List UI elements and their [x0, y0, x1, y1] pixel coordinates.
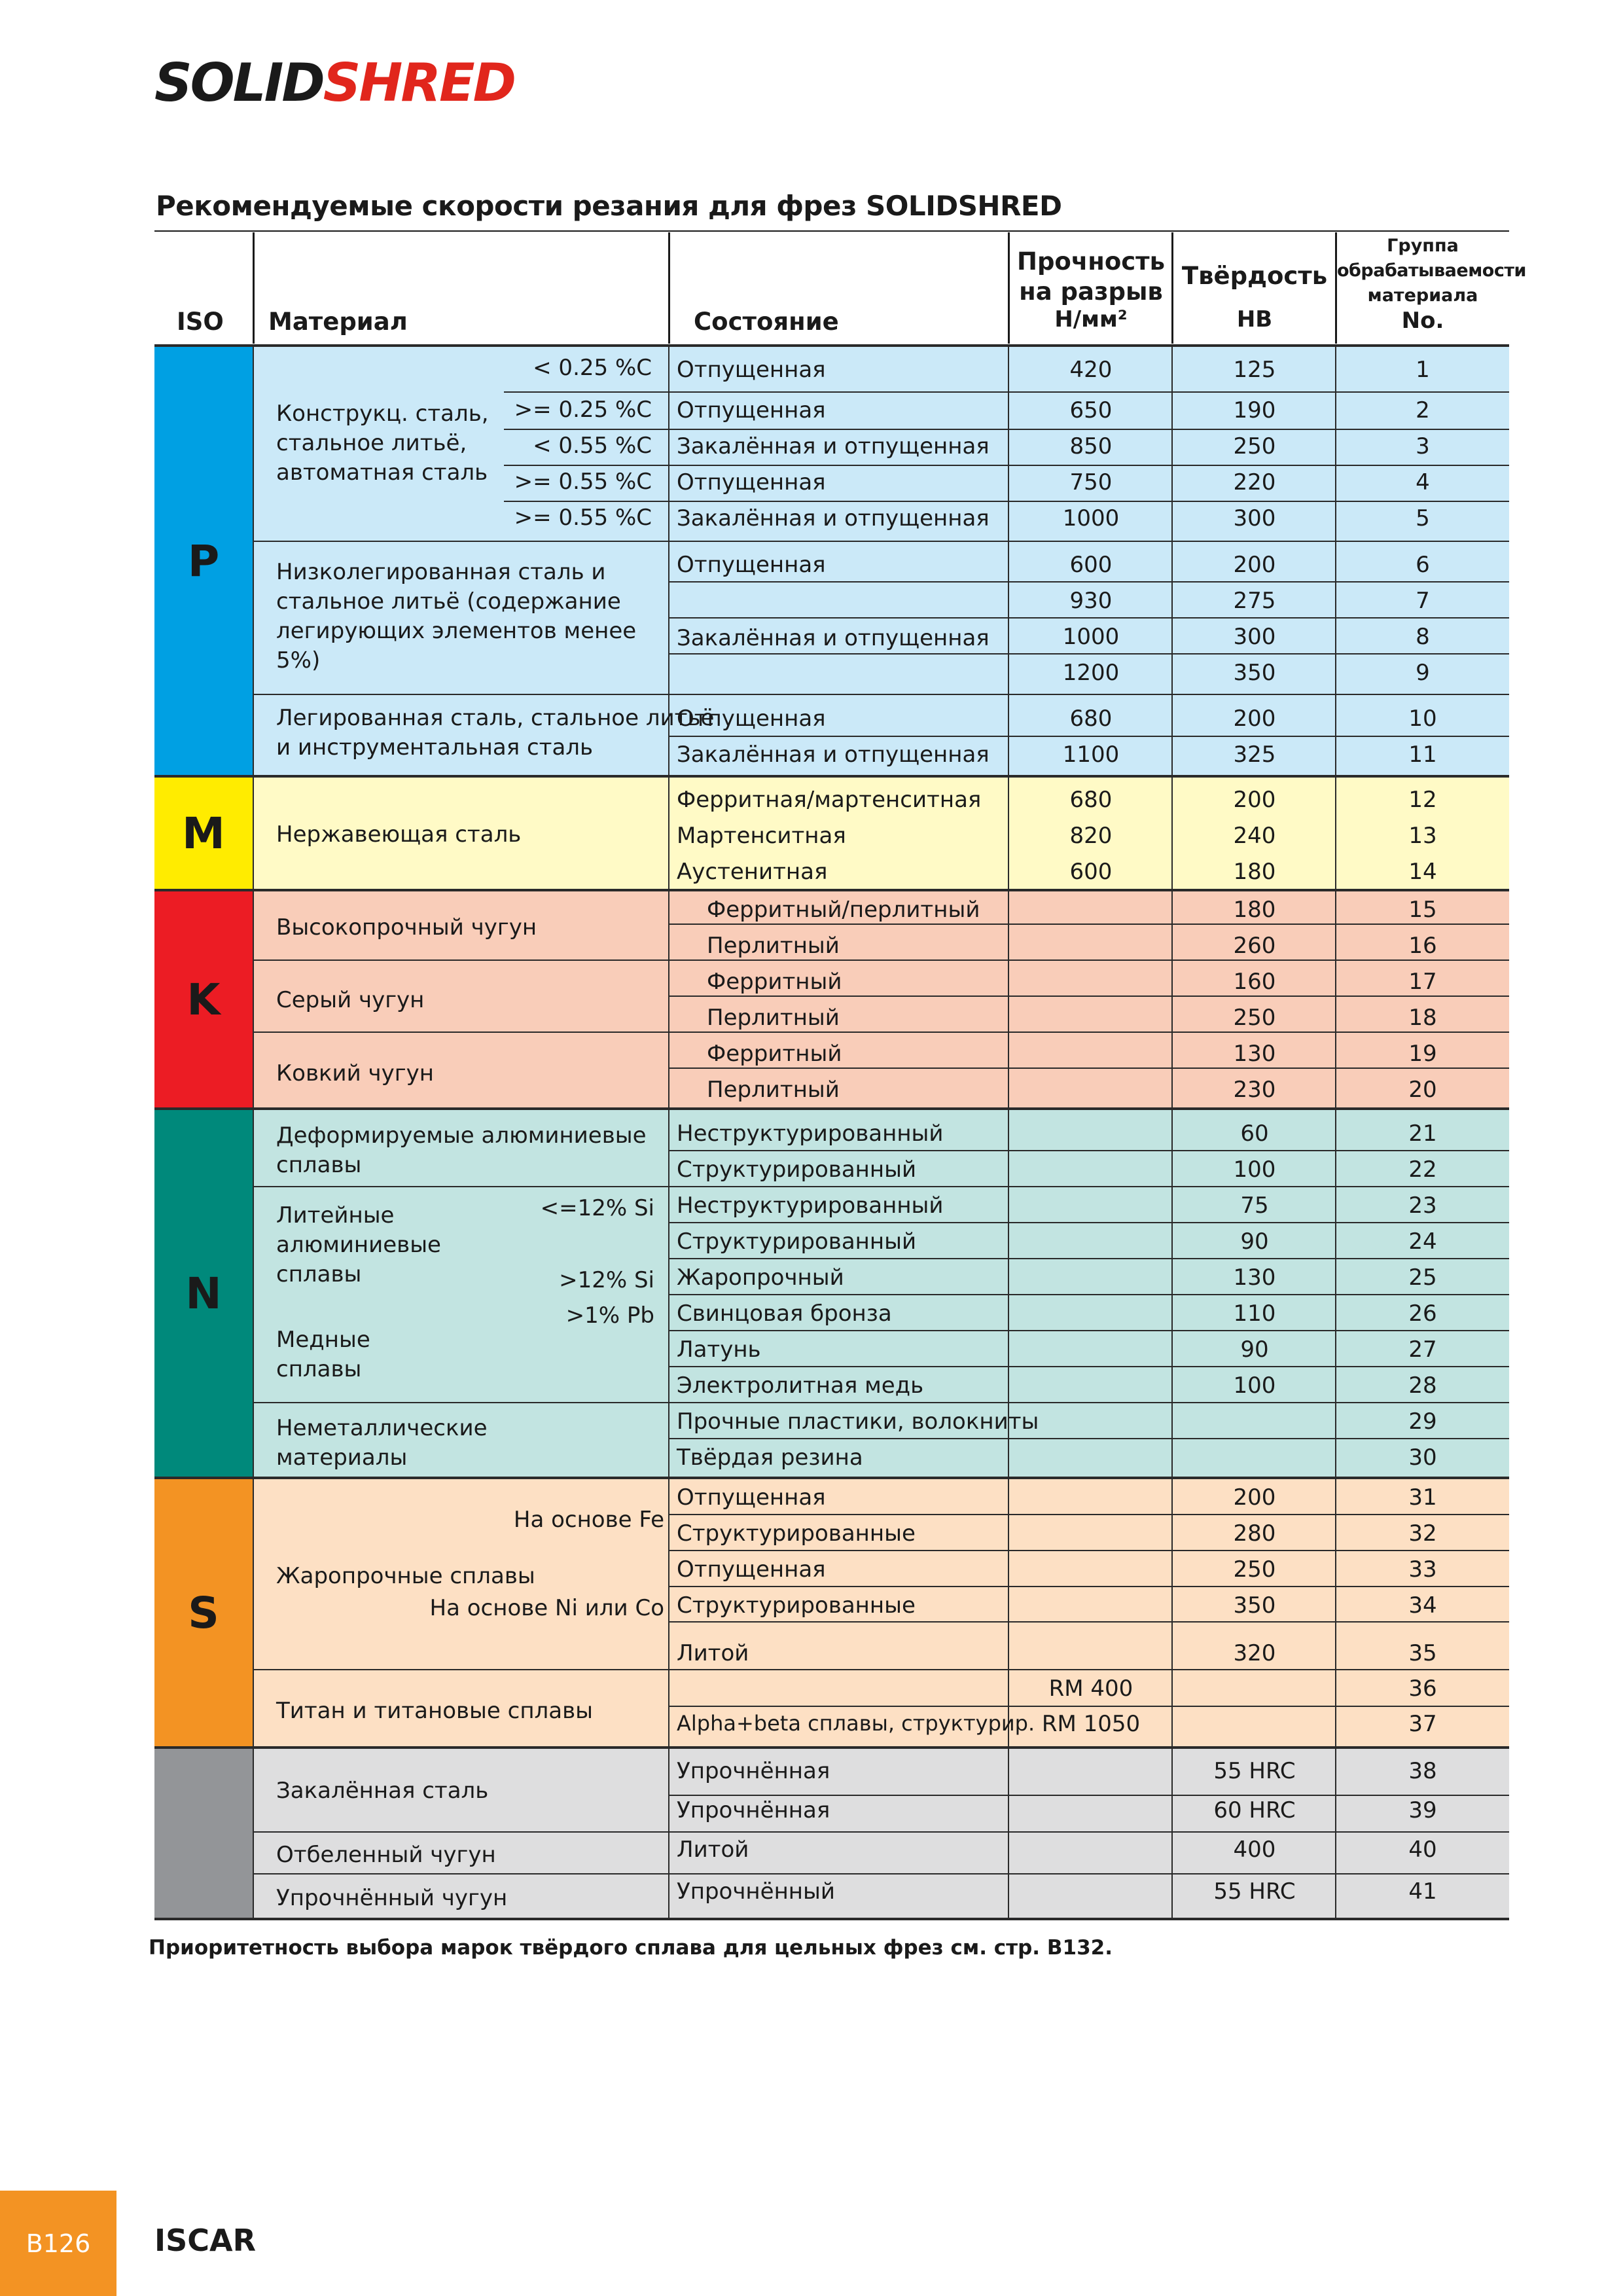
header-strength-unit: Н/мм² — [1054, 306, 1128, 332]
iso-letter-k: K — [154, 890, 253, 1109]
row-group-no: 32 — [1408, 1520, 1437, 1547]
row-hardness: 325 — [1233, 742, 1276, 768]
row-state: Упрочнённый — [677, 1878, 835, 1905]
row-hardness: 220 — [1233, 469, 1276, 495]
row-rule — [669, 1222, 1509, 1223]
section-rule — [253, 694, 1509, 695]
row-group-no: 25 — [1408, 1265, 1437, 1291]
row-state: Перлитный — [707, 1077, 840, 1103]
brand-name: ISCAR — [154, 2223, 257, 2258]
row-rule — [669, 653, 1509, 655]
row-group-no: 37 — [1408, 1711, 1437, 1737]
row-state: Структурированный — [677, 1229, 917, 1255]
row-strength: 820 — [1069, 823, 1113, 849]
row-state: Структурированные — [677, 1592, 916, 1619]
row-hardness: 90 — [1240, 1336, 1269, 1363]
row-group-no: 12 — [1408, 787, 1437, 813]
row-hardness: 250 — [1233, 1005, 1276, 1031]
row-rule — [669, 1366, 1509, 1367]
row-state: Неструктурированный — [677, 1193, 944, 1219]
group-separator — [154, 344, 1509, 347]
row-state: Электролитная медь — [677, 1372, 924, 1399]
material-hardened-cast-iron: Упрочнённый чугун — [276, 1885, 508, 1911]
row-strength: 850 — [1069, 433, 1113, 459]
header-hardness-unit: HB — [1236, 306, 1273, 332]
row-group-no: 23 — [1408, 1193, 1437, 1219]
sub-rule — [504, 501, 669, 502]
row-state: Alpha+beta сплавы, структурир. — [677, 1711, 1035, 1736]
row-state: Перлитный — [707, 933, 840, 959]
row-group-no: 39 — [1408, 1797, 1437, 1823]
row-state: Отпущенная — [677, 397, 826, 423]
row-state: Литой — [677, 1640, 749, 1666]
row-rule — [669, 617, 1509, 619]
row-group-no: 11 — [1408, 742, 1437, 768]
material-copper-alloys: Медные сплавы — [276, 1327, 370, 1382]
row-strength: 930 — [1069, 588, 1113, 614]
material-gray-iron: Серый чугун — [276, 987, 425, 1013]
row-rule — [669, 465, 1509, 466]
row-rule — [669, 1795, 1509, 1796]
material-hardened-steel: Закалённая сталь — [276, 1778, 489, 1804]
row-state: Закалённая и отпущенная — [677, 505, 990, 531]
section-rule — [253, 1402, 1509, 1403]
header-group-line3: материала — [1367, 285, 1478, 306]
material-non-metallic: Неметаллические материалы — [276, 1415, 488, 1471]
row-state: Отпущенная — [677, 552, 826, 578]
row-hardness: 200 — [1233, 787, 1276, 813]
row-hardness: 300 — [1233, 505, 1276, 531]
row-state: Аустенитная — [677, 859, 828, 885]
row-group-no: 9 — [1416, 660, 1430, 686]
sub-rule — [504, 429, 669, 430]
material-wrought-aluminium: Деформируемые алюминиевые сплавы — [276, 1122, 647, 1178]
row-strength: 680 — [1069, 787, 1113, 813]
row-state: Упрочнённая — [677, 1797, 830, 1823]
group-separator — [154, 1746, 1509, 1749]
row-group-no: 24 — [1408, 1229, 1437, 1255]
iron-based: На основе Fe — [513, 1507, 664, 1533]
row-group-no: 35 — [1408, 1640, 1437, 1666]
row-rule — [669, 1586, 1509, 1587]
row-group-no: 30 — [1408, 1444, 1437, 1471]
row-strength: 650 — [1069, 397, 1113, 423]
row-group-no: 18 — [1408, 1005, 1437, 1031]
row-group-no: 5 — [1416, 505, 1430, 531]
header-divider — [668, 232, 670, 344]
row-hardness: 180 — [1233, 897, 1276, 923]
row-hardness: 90 — [1240, 1229, 1269, 1255]
row-hardness: 60 HRC — [1213, 1797, 1296, 1823]
row-hardness: 350 — [1233, 1592, 1276, 1619]
row-group-no: 8 — [1416, 624, 1430, 650]
row-hardness: 250 — [1233, 433, 1276, 459]
row-group-no: 28 — [1408, 1372, 1437, 1399]
iso-letter-h — [154, 1748, 253, 1919]
header-state: Состояние — [694, 308, 839, 336]
lead-gt-1: >1% Pb — [565, 1302, 654, 1329]
row-group-no: 4 — [1416, 469, 1430, 495]
material-structural-steel: Конструкц. сталь, стальное литьё, автоматная сталь — [276, 401, 489, 486]
row-state: Ферритный — [707, 969, 842, 995]
row-group-no: 22 — [1408, 1157, 1437, 1183]
row-rule — [669, 1330, 1509, 1331]
row-state: Упрочнённая — [677, 1758, 830, 1784]
row-hardness: 250 — [1233, 1556, 1276, 1583]
carbon-ge-025: >= 0.25 %C — [514, 397, 652, 423]
carbon-ge-055-b: >= 0.55 %C — [514, 505, 652, 531]
row-hardness: 275 — [1233, 588, 1276, 614]
row-group-no: 10 — [1408, 706, 1437, 732]
row-rule — [669, 1438, 1509, 1439]
row-group-no: 7 — [1416, 588, 1430, 614]
row-rule — [669, 736, 1509, 737]
row-hardness: 350 — [1233, 660, 1276, 686]
group-separator — [154, 1477, 1509, 1479]
row-group-no: 21 — [1408, 1121, 1437, 1147]
section-rule — [253, 1669, 1509, 1670]
row-strength: 1000 — [1062, 624, 1120, 650]
row-rule — [669, 1258, 1509, 1259]
row-hardness: 190 — [1233, 397, 1276, 423]
row-rule — [669, 1706, 1509, 1707]
carbon-ge-055-a: >= 0.55 %C — [514, 469, 652, 495]
row-state: Свинцовая бронза — [677, 1300, 892, 1327]
row-hardness: 55 HRC — [1213, 1758, 1296, 1784]
row-hardness: 55 HRC — [1213, 1878, 1296, 1905]
footnote: Приоритетность выбора марок твёрдого сплава для цельных фрез см. стр. B132. — [149, 1936, 1113, 1960]
header-group-line2: обрабатываемости — [1337, 260, 1526, 281]
row-hardness: 200 — [1233, 552, 1276, 578]
row-hardness: 130 — [1233, 1041, 1276, 1067]
iso-letter-p: P — [154, 346, 253, 776]
row-state: Структурированные — [677, 1520, 916, 1547]
row-state: Ферритный — [707, 1041, 842, 1067]
row-group-no: 14 — [1408, 859, 1437, 885]
row-rule — [669, 1294, 1509, 1295]
section-rule — [253, 1873, 1509, 1874]
row-state: Структурированный — [677, 1157, 917, 1183]
row-state: Неструктурированный — [677, 1121, 944, 1147]
material-low-alloy-steel: Низколегированная сталь и стальное литьё (содержание легирующих элементов менее 5%) — [276, 559, 637, 673]
row-state: Отпущенная — [677, 706, 826, 732]
row-state: Перлитный — [707, 1005, 840, 1031]
section-rule — [253, 960, 1509, 961]
row-hardness: 400 — [1233, 1837, 1276, 1863]
row-hardness: 320 — [1233, 1640, 1276, 1666]
row-state: Закалённая и отпущенная — [677, 625, 990, 651]
header-iso: ISO — [177, 308, 224, 336]
row-rule — [669, 1621, 1509, 1623]
silicon-gt-12: >12% Si — [559, 1267, 654, 1293]
row-group-no: 19 — [1408, 1041, 1437, 1067]
row-group-no: 15 — [1408, 897, 1437, 923]
row-strength: RM 400 — [1048, 1676, 1133, 1702]
header-group-line1: Группа — [1387, 236, 1459, 256]
row-group-no: 20 — [1408, 1077, 1437, 1103]
row-hardness: 260 — [1233, 933, 1276, 959]
row-state: Отпущенная — [677, 1484, 826, 1511]
header-top-rule — [154, 230, 1509, 232]
row-hardness: 200 — [1233, 1484, 1276, 1511]
silicon-le-12: <=12% Si — [540, 1195, 654, 1221]
row-group-no: 31 — [1408, 1484, 1437, 1511]
row-group-no: 27 — [1408, 1336, 1437, 1363]
row-group-no: 40 — [1408, 1837, 1437, 1863]
row-group-no: 13 — [1408, 823, 1437, 849]
logo-part-solid: SOLID — [154, 52, 323, 113]
row-rule — [669, 1550, 1509, 1551]
row-group-no: 6 — [1416, 552, 1430, 578]
row-group-no: 29 — [1408, 1408, 1437, 1435]
row-group-no: 26 — [1408, 1300, 1437, 1327]
iso-letter-m: M — [154, 776, 253, 890]
group-separator — [154, 889, 1509, 891]
group-separator — [154, 775, 1509, 778]
page-number: B126 — [0, 2191, 116, 2296]
material-chilled-cast-iron: Отбеленный чугун — [276, 1842, 496, 1868]
carbon-lt-055: < 0.55 %C — [533, 433, 652, 459]
column-rule — [253, 346, 254, 1919]
material-cast-aluminium: Литейные алюминиевые сплавы — [276, 1202, 441, 1287]
table-bottom-rule — [154, 1918, 1509, 1920]
row-strength: 1000 — [1062, 505, 1120, 531]
row-rule — [669, 1067, 1509, 1069]
row-state: Отпущенная — [677, 1556, 826, 1583]
material-ductile-iron: Высокопрочный чугун — [276, 914, 537, 941]
material-alloy-tool-steel: Легированная сталь, стальное литьё и инструментальная сталь — [276, 705, 715, 761]
row-rule — [669, 924, 1509, 925]
solidshred-logo — [154, 52, 514, 113]
row-hardness: 240 — [1233, 823, 1276, 849]
header-strength-line2: на разрыв — [1019, 278, 1163, 306]
row-state: Мартенситная — [677, 823, 846, 849]
logo-part-shred: SHRED — [323, 52, 515, 113]
row-strength: 600 — [1069, 859, 1113, 885]
row-state: Латунь — [677, 1336, 761, 1363]
row-strength: 750 — [1069, 469, 1113, 495]
row-state: Отпущенная — [677, 469, 826, 495]
row-strength: 680 — [1069, 706, 1113, 732]
row-group-no: 2 — [1416, 397, 1430, 423]
section-rule — [253, 541, 1509, 542]
row-hardness: 300 — [1233, 624, 1276, 650]
row-group-no: 36 — [1408, 1676, 1437, 1702]
carbon-lt-025: < 0.25 %C — [533, 355, 652, 381]
row-state: Отпущенная — [677, 357, 826, 383]
row-hardness: 75 — [1240, 1193, 1269, 1219]
row-group-no: 38 — [1408, 1758, 1437, 1784]
row-rule — [669, 429, 1509, 430]
row-group-no: 17 — [1408, 969, 1437, 995]
row-rule — [669, 501, 1509, 502]
header-divider — [253, 232, 255, 344]
iso-letter-n: N — [154, 1109, 253, 1478]
row-hardness: 230 — [1233, 1077, 1276, 1103]
row-strength: 420 — [1069, 357, 1113, 383]
header-strength-line1: Прочность — [1016, 247, 1166, 276]
row-strength: 1100 — [1062, 742, 1120, 768]
section-rule — [253, 1186, 1509, 1187]
row-hardness: 60 — [1240, 1121, 1269, 1147]
header-material: Материал — [268, 308, 408, 336]
row-rule — [669, 1514, 1509, 1515]
row-hardness: 280 — [1233, 1520, 1276, 1547]
row-rule — [669, 581, 1509, 583]
row-rule — [669, 996, 1509, 997]
row-hardness: 100 — [1233, 1157, 1276, 1183]
row-rule — [669, 1150, 1509, 1151]
row-hardness: 130 — [1233, 1265, 1276, 1291]
iso-letter-s: S — [154, 1478, 253, 1748]
row-hardness: 100 — [1233, 1372, 1276, 1399]
row-state: Закалённая и отпущенная — [677, 742, 990, 768]
row-group-no: 41 — [1408, 1878, 1437, 1905]
row-state: Закалённая и отпущенная — [677, 433, 990, 459]
section-rule — [253, 1031, 1509, 1033]
row-hardness: 180 — [1233, 859, 1276, 885]
group-separator — [154, 1107, 1509, 1110]
row-strength: 1200 — [1062, 660, 1120, 686]
row-group-no: 33 — [1408, 1556, 1437, 1583]
row-rule — [669, 391, 1509, 393]
row-state: Литой — [677, 1837, 749, 1863]
row-state: Жаропрочный — [677, 1265, 844, 1291]
material-titanium-alloys: Титан и титановые сплавы — [276, 1698, 594, 1724]
row-group-no: 3 — [1416, 433, 1430, 459]
row-state: Прочные пластики, волокниты — [677, 1408, 1039, 1435]
row-strength: 600 — [1069, 552, 1113, 578]
sub-rule — [504, 391, 669, 393]
row-group-no: 1 — [1416, 357, 1430, 383]
row-group-no: 16 — [1408, 933, 1437, 959]
material-stainless-steel: Нержавеющая сталь — [276, 821, 522, 848]
row-strength: RM 1050 — [1041, 1711, 1141, 1737]
row-state: Ферритная/мартенситная — [677, 787, 982, 813]
row-state: Ферритный/перлитный — [707, 897, 980, 923]
row-hardness: 160 — [1233, 969, 1276, 995]
sub-rule — [504, 465, 669, 466]
row-hardness: 200 — [1233, 706, 1276, 732]
row-hardness: 110 — [1233, 1300, 1276, 1327]
material-heat-resistant-alloys: Жаропрочные сплавы — [276, 1563, 535, 1589]
header-hardness: Твёрдость — [1181, 262, 1328, 290]
row-group-no: 34 — [1408, 1592, 1437, 1619]
section-rule — [253, 1831, 1509, 1833]
material-malleable-iron: Ковкий чугун — [276, 1060, 434, 1086]
row-state: Твёрдая резина — [677, 1444, 863, 1471]
row-hardness: 125 — [1233, 357, 1276, 383]
page-title: Рекомендуемые скорости резания для фрез SOLIDSHRED — [156, 190, 1062, 222]
header-group-no: No. — [1401, 308, 1444, 334]
nickel-cobalt-based: На основе Ni или Co — [429, 1595, 664, 1621]
